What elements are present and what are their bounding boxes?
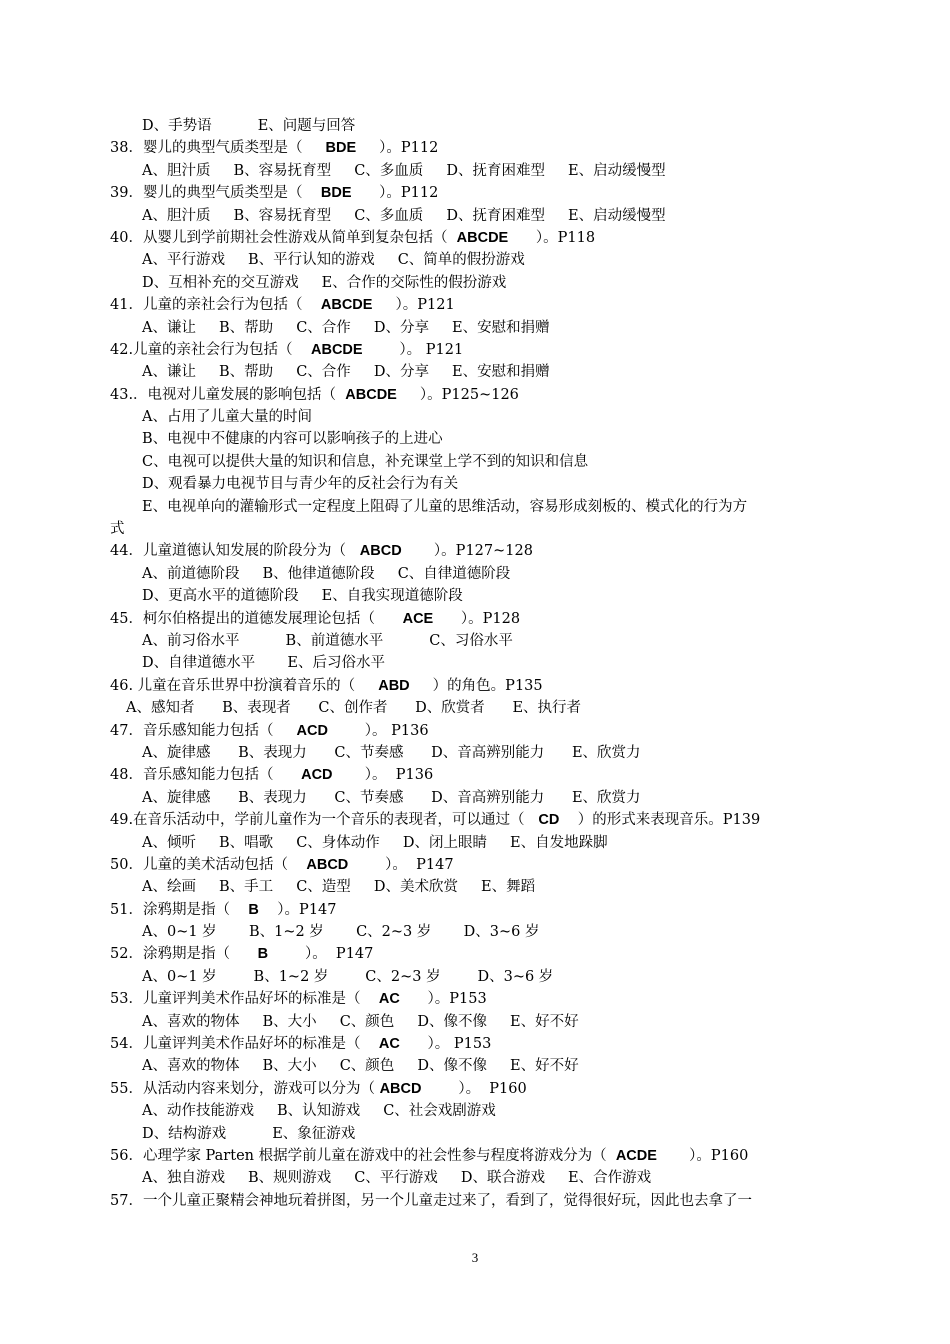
answer-key: B — [248, 901, 259, 918]
question-line — [0, 384, 950, 406]
question-list — [0, 115, 950, 1212]
question-suffix: ）。P160 — [656, 1147, 749, 1164]
answer-key: ABCD — [306, 856, 349, 873]
answer-key: ACD — [296, 722, 328, 739]
text-line: 式 — [110, 521, 125, 538]
question-suffix: ）。P147 — [258, 901, 337, 918]
question-text: 40．从婴儿到学前期社会性游戏从简单到复杂包括（ — [110, 229, 457, 246]
question-text: 38．婴儿的典型气质类型是（ — [110, 140, 326, 157]
text-line: A、0~1 岁 B、1~2 岁 C、2~3 岁 D、3~6 岁 — [142, 924, 540, 941]
question-suffix: ）。 P160 — [421, 1080, 527, 1097]
question-text: 53．儿童评判美术作品好坏的标准是（ — [110, 991, 379, 1008]
question-text: 55．从活动内容来划分，游戏可以分为（ — [110, 1080, 380, 1097]
text-line: 57．一个儿童正聚精会神地玩着拼图，另一个儿童走过来了，看到了，觉得很好玩，因此也去拿了一 — [110, 1192, 752, 1209]
question-suffix: ）。P125~126 — [396, 386, 519, 403]
question-line — [0, 675, 950, 697]
question-line — [0, 540, 950, 562]
question-text: 39．婴儿的典型气质类型是（ — [110, 185, 321, 202]
text-line: D、观看暴力电视节目与青少年的反社会行为有关 — [142, 476, 459, 493]
text-line: A、占用了儿童大量的时间 — [142, 409, 312, 426]
question-line — [0, 809, 950, 831]
question-line — [0, 182, 950, 204]
text-line: D、自律道德水平 E、后习俗水平 — [142, 655, 385, 672]
question-line — [0, 339, 950, 361]
text-line: A、绘画 B、手工 C、造型 D、美术欣赏 E、舞蹈 — [142, 879, 536, 896]
text-line: A、动作技能游戏 B、认知游戏 C、社会戏剧游戏 — [142, 1103, 496, 1120]
text-line: A、前道德阶段 B、他律道德阶段 C、自律道德阶段 — [142, 565, 511, 582]
question-line — [0, 1033, 950, 1055]
answer-key: AC — [378, 1036, 400, 1053]
text-line: B、电视中不健康的内容可以影响孩子的上进心 — [142, 431, 443, 448]
question-text: 42.儿童的亲社会行为包括（ — [110, 341, 311, 358]
question-suffix: ）。P118 — [508, 229, 596, 246]
question-text: 47．音乐感知能力包括（ — [110, 722, 297, 739]
answer-key: B — [257, 946, 269, 963]
question-suffix: ）。 P136 — [332, 767, 434, 784]
question-suffix: ）。P153 — [399, 991, 487, 1008]
question-line — [0, 137, 950, 159]
question-text: 51．涂鸦期是指（ — [110, 901, 249, 918]
answer-key: ABCD — [379, 1080, 422, 1097]
answer-key: ABD — [378, 677, 410, 694]
question-line — [0, 988, 950, 1010]
question-line — [0, 764, 950, 786]
question-text: 45．柯尔伯格提出的道德发展理论包括（ — [110, 610, 403, 627]
answer-key: ACDE — [615, 1147, 657, 1164]
answer-key: ABCDE — [311, 341, 363, 358]
text-line: A、旋律感 B、表现力 C、节奏感 D、音高辨别能力 E、欣赏力 — [142, 744, 641, 761]
question-line — [0, 899, 950, 921]
question-suffix: ）。P112 — [356, 140, 439, 157]
answer-key: ABCDE — [456, 229, 509, 246]
answer-key: ABCD — [359, 543, 402, 560]
page-number: 3 — [471, 1250, 479, 1265]
question-text: 46. 儿童在音乐世界中扮演着音乐的（ — [110, 677, 379, 694]
text-line: D、结构游戏 E、象征游戏 — [142, 1125, 356, 1142]
answer-key: AC — [378, 991, 400, 1008]
question-suffix: ）。P128 — [433, 610, 521, 627]
text-line: A、胆汁质 B、容易抚育型 C、多血质 D、抚育困难型 E、启动缓慢型 — [142, 207, 666, 224]
answer-key: ACE — [402, 610, 434, 627]
question-suffix: ）。 P147 — [348, 856, 454, 873]
question-text: 56．心理学家 Parten 根据学前儿童在游戏中的社会性参与程度将游戏分为（ — [110, 1147, 616, 1164]
question-line — [0, 720, 950, 742]
question-text: 41．儿童的亲社会行为包括（ — [110, 297, 321, 314]
question-line — [0, 854, 950, 876]
question-text: 49.在音乐活动中，学前儿童作为一个音乐的表现者，可以通过（ — [110, 812, 539, 829]
text-line: A、前习俗水平 B、前道德水平 C、习俗水平 — [142, 632, 513, 649]
answer-key: BDE — [320, 185, 352, 202]
answer-key: ACD — [301, 767, 333, 784]
question-suffix: ）。P112 — [351, 185, 439, 202]
question-suffix: ）。 P153 — [399, 1036, 492, 1053]
text-line: D、更高水平的道德阶段 E、自我实现道德阶段 — [142, 588, 463, 605]
answer-key: ABCDE — [345, 386, 397, 403]
text-line: A、倾听 B、唱歌 C、身体动作 D、闭上眼睛 E、自发地跺脚 — [142, 834, 608, 851]
question-suffix: ）。P121 — [372, 297, 455, 314]
question-line — [0, 943, 950, 965]
answer-key: BDE — [325, 140, 357, 157]
question-text: 48．音乐感知能力包括（ — [110, 767, 302, 784]
question-line — [0, 1145, 950, 1167]
text-line: A、独自游戏 B、规则游戏 C、平行游戏 D、联合游戏 E、合作游戏 — [142, 1170, 652, 1187]
question-suffix: ）的角色。P135 — [409, 677, 543, 694]
text-line: A、喜欢的物体 B、大小 C、颜色 D、像不像 E、好不好 — [142, 1058, 579, 1075]
question-text: 43.．电视对儿童发展的影响包括（ — [110, 386, 346, 403]
text-line: A、谦让 B、帮助 C、合作 D、分享 E、安慰和捐赠 — [142, 364, 550, 381]
question-suffix: ）。P127~128 — [401, 543, 533, 560]
answer-key: ABCDE — [320, 297, 373, 314]
text-line: A、胆汁质 B、容易抚育型 C、多血质 D、抚育困难型 E、启动缓慢型 — [142, 162, 666, 179]
question-suffix: ）。 P136 — [327, 722, 429, 739]
text-line: A、平行游戏 B、平行认知的游戏 C、简单的假扮游戏 — [142, 252, 525, 269]
question-line — [0, 294, 950, 316]
question-line — [0, 1078, 950, 1100]
question-line — [0, 227, 950, 249]
text-line: D、手势语 E、问题与回答 — [142, 118, 356, 134]
text-line: A、喜欢的物体 B、大小 C、颜色 D、像不像 E、好不好 — [142, 1013, 579, 1030]
answer-key: CD — [538, 812, 560, 829]
question-text: 54．儿童评判美术作品好坏的标准是（ — [110, 1036, 379, 1053]
text-line: A、旋律感 B、表现力 C、节奏感 D、音高辨别能力 E、欣赏力 — [142, 789, 641, 806]
question-suffix: ）的形式来表现音乐。P139 — [559, 812, 761, 829]
text-line: A、谦让 B、帮助 C、合作 D、分享 E、安慰和捐赠 — [142, 319, 550, 336]
question-suffix: ）。 P147 — [268, 946, 374, 963]
question-text: 52．涂鸦期是指（ — [110, 946, 258, 963]
text-line: E、电视单向的灌输形式一定程度上阻碍了儿童的思维活动，容易形成刻板的、模式化的行为方 — [142, 498, 748, 515]
text-line: A、0~1 岁 B、1~2 岁 C、2~3 岁 D、3~6 岁 — [142, 968, 554, 985]
text-line: A、感知者 B、表现者 C、创作者 D、欣赏者 E、执行者 — [126, 700, 582, 717]
question-text: 50．儿童的美术活动包括（ — [110, 856, 307, 873]
text-line: C、电视可以提供大量的知识和信息，补充课堂上学不到的知识和信息 — [142, 453, 589, 470]
question-line — [0, 608, 950, 630]
text-line: D、互相补充的交互游戏 E、合作的交际性的假扮游戏 — [142, 274, 507, 291]
question-text: 44．儿童道德认知发展的阶段分为（ — [110, 543, 360, 560]
question-suffix: ）。 P121 — [362, 341, 464, 358]
